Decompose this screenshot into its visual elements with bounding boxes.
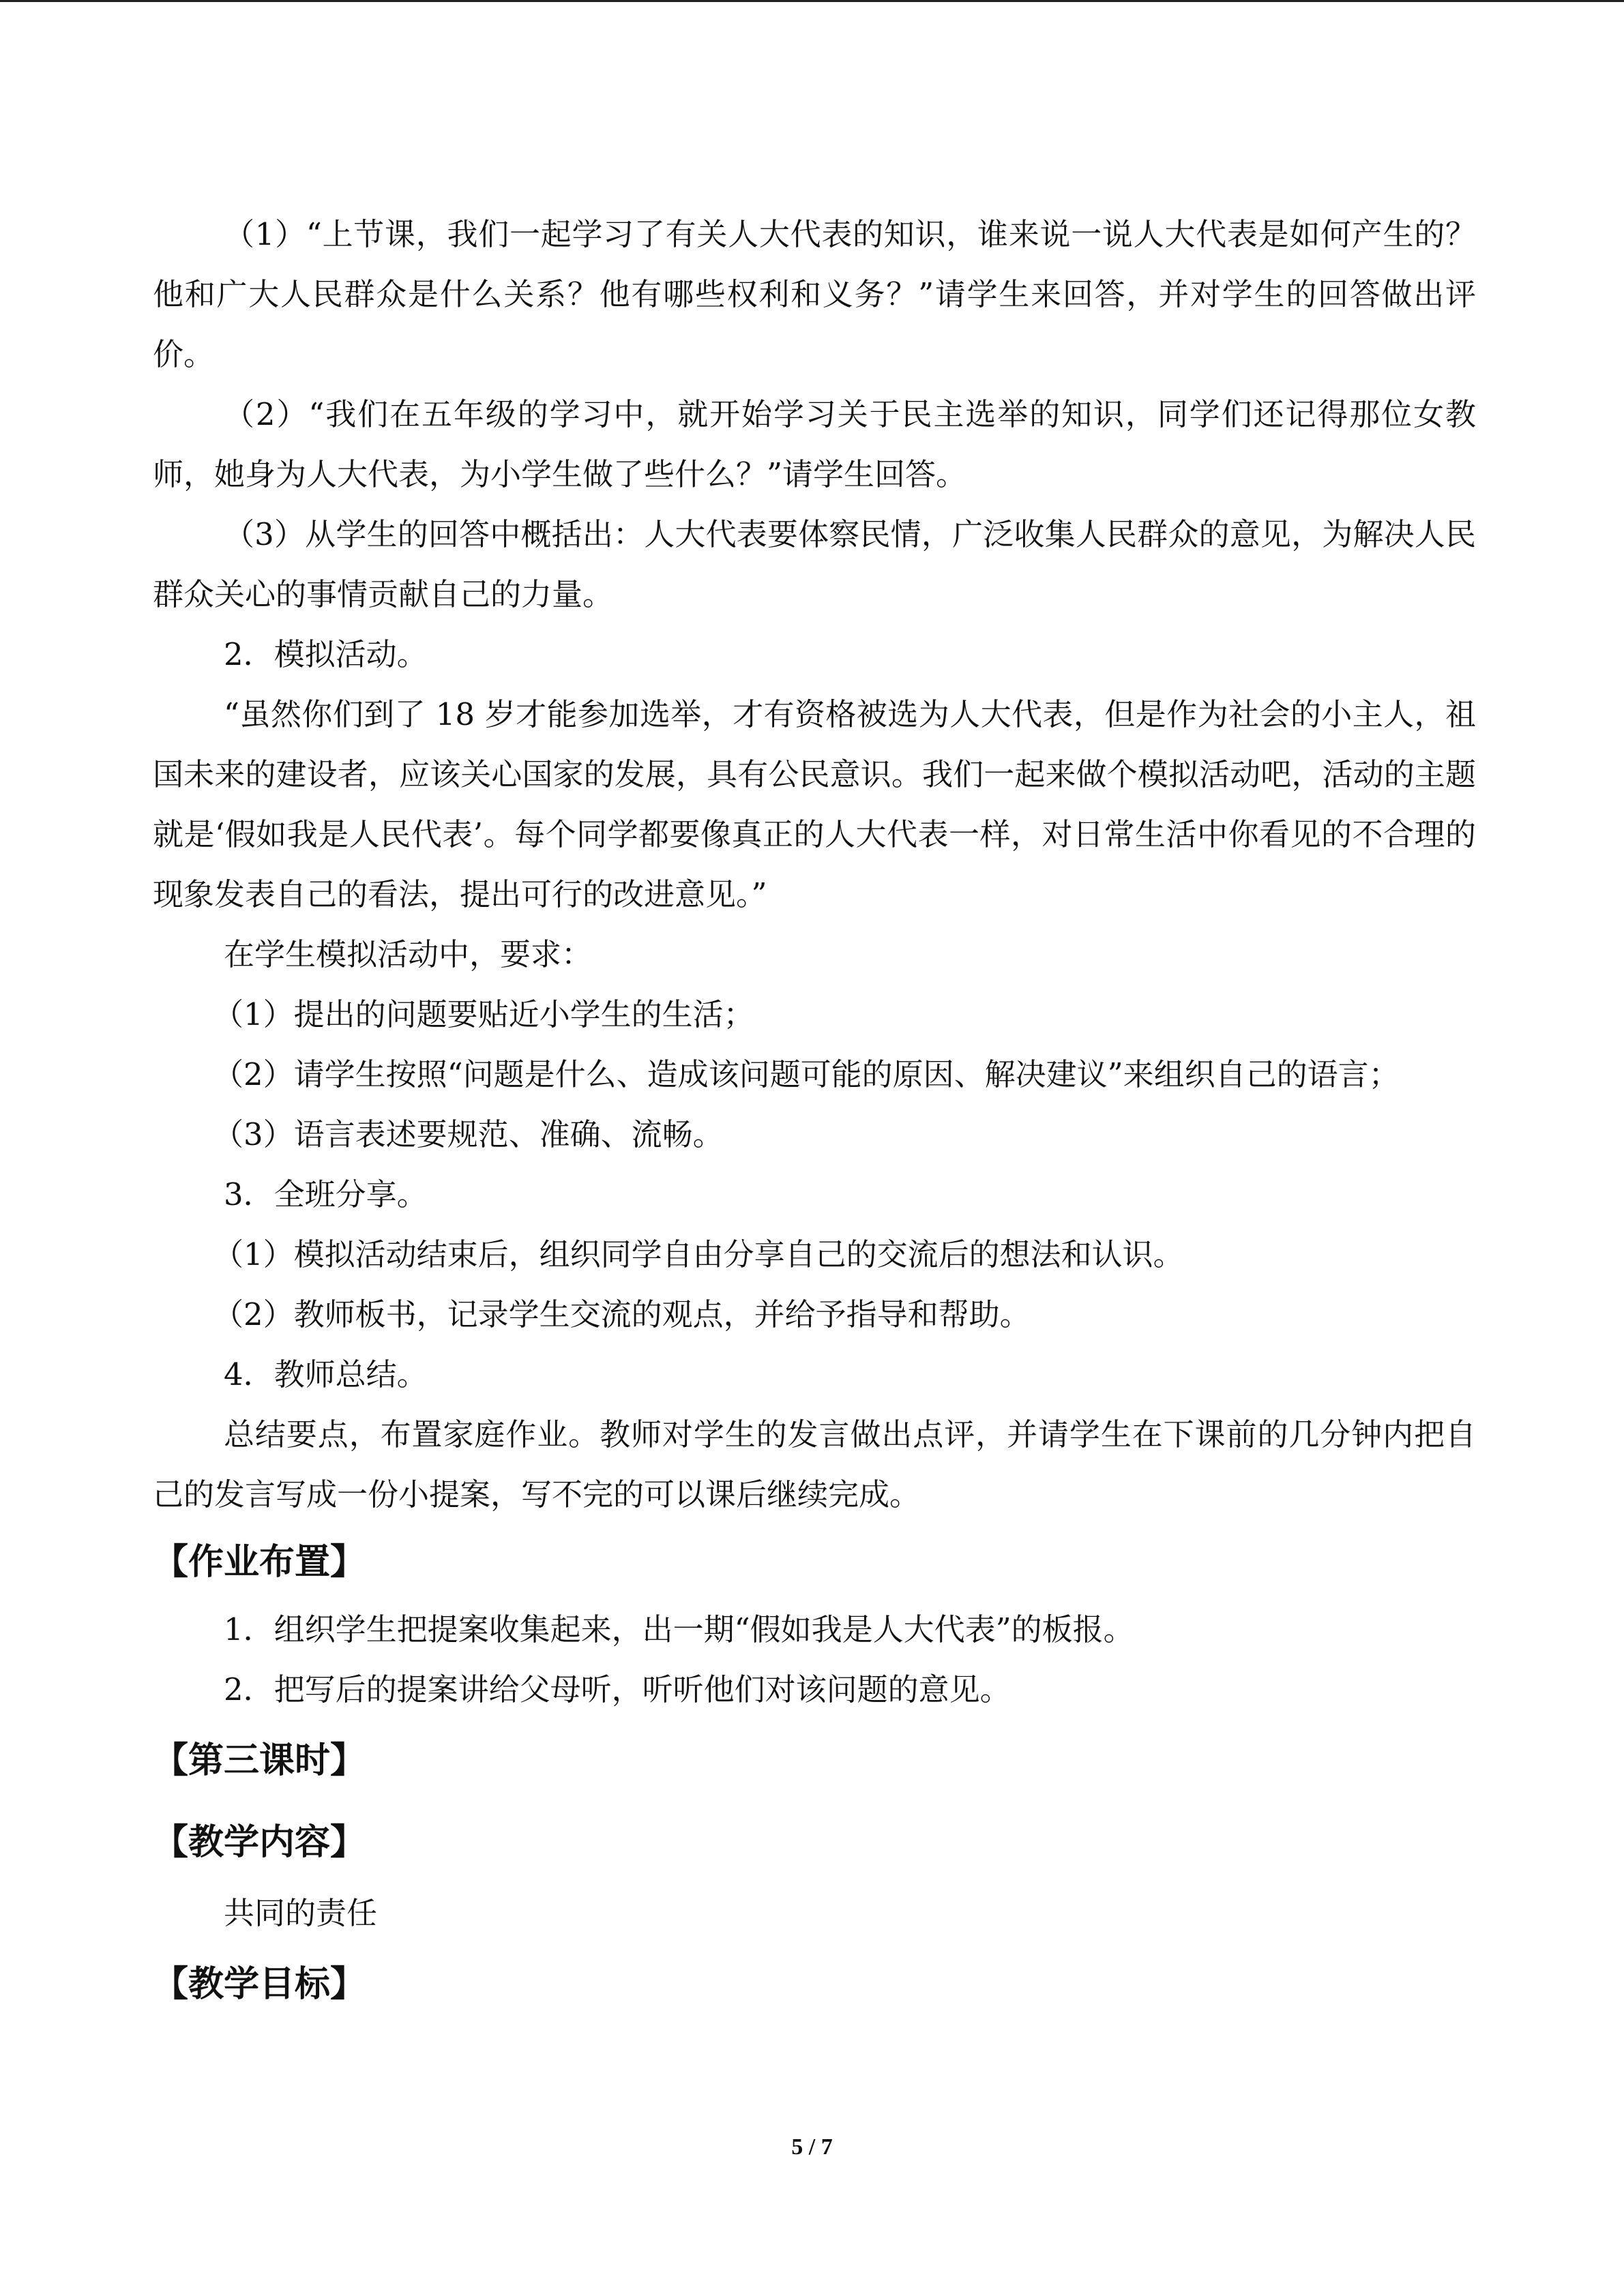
list-item: （3）语言表述要规范、准确、流畅。: [213, 1116, 724, 1152]
list-item: （1）提出的问题要贴近小学生的生活；: [213, 996, 754, 1032]
list-item: （1）模拟活动结束后，组织同学自由分享自己的交流后的想法和认识。: [213, 1236, 1184, 1272]
section-step: 2．模拟活动。: [224, 636, 428, 672]
homework-heading: 【作业布置】: [153, 1542, 366, 1583]
teaching-content-heading: 【教学内容】: [153, 1822, 366, 1863]
paragraph: 在学生模拟活动中，要求：: [224, 936, 593, 972]
top-border-line: [0, 0, 1624, 2]
third-lesson-heading: 【第三课时】: [153, 1740, 366, 1781]
paragraph: （3）从学生的回答中概括出：人大代表要体察民情，广泛收集人民群众的意见，为解决人民群众关心的事情贡献自己的力量。: [153, 516, 1476, 612]
list-item: （2）请学生按照“问题是什么、造成该问题可能的原因、解决建议”来组织自己的语言；: [213, 1056, 1400, 1092]
list-item: （2）教师板书，记录学生交流的观点，并给予指导和帮助。: [213, 1296, 1031, 1332]
teaching-goals-heading: 【教学目标】: [153, 1964, 366, 2005]
paragraph: （1）“上节课，我们一起学习了有关人大代表的知识，谁来说一说人大代表是如何产生的？他和广大人民群众是什么关系？他有哪些权利和义务？”请学生来回答，并对学生的回答做出评价。: [153, 216, 1476, 372]
teaching-content-text: 共同的责任: [224, 1895, 378, 1931]
section-step: 4．教师总结。: [224, 1356, 428, 1392]
paragraph: （2）“我们在五年级的学习中，就开始学习关于民主选举的知识，同学们还记得那位女教师，她身为人大代表，为小学生做了些什么？”请学生回答。: [153, 396, 1476, 492]
paragraph: 总结要点，布置家庭作业。教师对学生的发言做出点评，并请学生在下课前的几分钟内把自己的发言写成一份小提案，写不完的可以课后继续完成。: [153, 1416, 1476, 1512]
homework-item: 1．组织学生把提案收集起来，出一期“假如我是人大代表”的板报。: [224, 1611, 1134, 1648]
paragraph: “虽然你们到了 18 岁才能参加选举，才有资格被选为人大代表，但是作为社会的小主人，祖国未来的建设者，应该关心国家的发展，具有公民意识。我们一起来做个模拟活动吧，活动的主题就是‘假如我是人民代表’。每个同学都要像真正的人大代表一样，对日常生活中你看见的不合理的现象发表自己的看法，提出可行的改进意见。”: [153, 696, 1476, 912]
document-body: [153, 205, 1476, 2025]
homework-item: 2．把写后的提案讲给父母听，听听他们对该问题的意见。: [224, 1671, 1011, 1708]
page-number: 5 / 7: [791, 2134, 833, 2160]
section-step: 3．全班分享。: [224, 1176, 428, 1212]
